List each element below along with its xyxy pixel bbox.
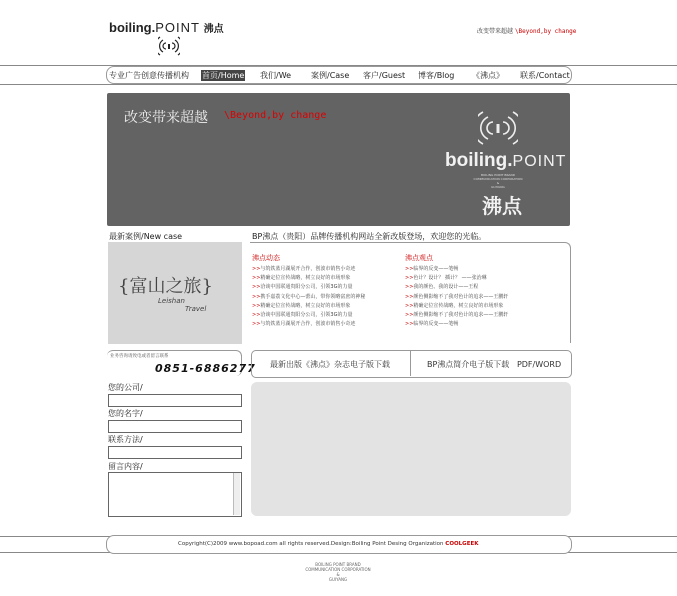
content-panel: [251, 382, 571, 516]
logo-brand-cn: 沸点: [203, 24, 224, 35]
signal-waves-icon: [158, 36, 180, 56]
nav-we[interactable]: 我们/We: [260, 71, 292, 80]
copyright-highlight[interactable]: COOLGEEK: [445, 541, 479, 547]
list-item[interactable]: >>洽谈中国联通贵阳分公司，引领3G的力量: [252, 312, 353, 319]
magazine-download-link[interactable]: 最新出版《沸点》杂志电子版下载: [270, 360, 390, 369]
banner-brand: [445, 150, 566, 172]
list-item[interactable]: >>我的颜色、我的设计——王程: [405, 284, 479, 291]
company-input[interactable]: [108, 394, 242, 407]
banner-brand-cn: 沸点: [482, 194, 522, 218]
company-label: 您的公司/: [108, 383, 143, 392]
banner-brand-small: [468, 173, 528, 189]
banner-title: 改变带来超越: [124, 110, 208, 126]
name-input[interactable]: [108, 420, 242, 433]
list-item[interactable]: >>临界的反变——笔畅: [405, 321, 459, 328]
footer-brand: [288, 562, 388, 582]
footer-brand-4: GUIYANG: [328, 577, 348, 582]
news-right-list: [405, 265, 508, 329]
copyright-main: Copyright(C)2009 www.bopoad.com all rights reserved.Design:Boiling Point Desing Organization: [178, 541, 446, 547]
nav-home[interactable]: 首页/Home: [202, 71, 245, 80]
banner-brand-small-3: &: [496, 181, 500, 185]
phone-caption: 业务咨询请致电或者留言联系: [110, 354, 169, 359]
nav-band-bottom-line: [0, 84, 677, 85]
list-item[interactable]: >>精确定位宣传战略，树立良好的市场形象: [405, 302, 504, 309]
name-label: 您的名字/: [108, 409, 143, 418]
banner-brand-small-4: GUIYANG: [491, 185, 505, 189]
nav-blog[interactable]: 博客/Blog: [418, 71, 455, 80]
list-item[interactable]: >>色计？设计？ 插计？ ——张治琳: [405, 275, 487, 282]
banner-brand-small-2: COMMUNICATION CORPORATION: [473, 177, 523, 181]
message-label: 留言内容/: [108, 462, 143, 471]
phone-number: 0851-6886277: [155, 362, 256, 375]
nav-case[interactable]: 案例/Case: [311, 71, 350, 80]
list-item[interactable]: >>精确定位宣传战略，树立良好的市场形象: [252, 275, 351, 282]
list-item[interactable]: >>携手嘉荔文化中心—蕾山，带你领略富庶的神秘: [252, 293, 366, 300]
nav-guest[interactable]: 客户/Guest: [363, 71, 406, 80]
contact-label: 联系方法/: [108, 435, 143, 444]
banner-brand-bold: boiling.: [445, 150, 513, 171]
footer-brand-2: COMMUNICATION CORPORATION: [305, 567, 371, 572]
case-thumb-en-2: Travel: [185, 305, 207, 313]
contact-input[interactable]: [108, 446, 242, 459]
list-item[interactable]: >>与筑铁蓝月湖展开合作，创波市销售小奇迹: [252, 321, 356, 328]
announcement-text: BP沸点（贵阳）品牌传播机构网站全新改版登场，欢迎您的光临。: [252, 232, 487, 241]
list-item[interactable]: >>精确定位宣传战略，树立良好的市场形象: [252, 302, 351, 309]
news-left-title: 沸点动态: [252, 254, 280, 262]
banner-brand-thin: POINT: [512, 153, 567, 170]
logo-brand-bold: boiling.: [109, 20, 156, 35]
list-item[interactable]: >>颜色侧影缩不了我对色计的追求——王鹏轩: [405, 312, 509, 319]
downloads-divider: [410, 351, 411, 376]
list-item[interactable]: >>临界的反变——笔畅: [405, 266, 459, 272]
footer-brand-1: BOILING POINT BRAND: [315, 562, 361, 567]
footer-brand-3: &: [336, 572, 340, 577]
banner-brand-small-1: BOILING POINT BRAND: [480, 173, 516, 177]
brochure-download-link[interactable]: BP沸点简介电子版下载 PDF/WORD: [427, 360, 562, 369]
nav-contact[interactable]: 联系/Contact: [520, 71, 570, 80]
top-slogan-cn: 改变带来超越: [477, 28, 514, 35]
banner-subtitle: \Beyond,by change: [224, 110, 327, 121]
list-item[interactable]: >>与筑铁蓝月湖展开合作，创波市销售小奇迹: [252, 266, 356, 272]
nav-slogan: 专业广告创意传播机构: [109, 71, 189, 80]
news-right-title: 沸点观点: [405, 254, 433, 262]
case-thumb-title: {富山之旅}: [118, 276, 213, 297]
copyright-text: [178, 541, 478, 547]
logo-brand-thin: POINT: [155, 20, 200, 35]
new-case-label: 最新案例/New case: [109, 232, 183, 241]
banner-signal-icon: [478, 111, 518, 145]
top-slogan: [477, 26, 576, 35]
site-logo[interactable]: [109, 20, 224, 35]
message-textarea[interactable]: [108, 472, 242, 517]
news-left-list: [252, 265, 365, 329]
list-item[interactable]: >>颜色侧影缩不了我对色计的追求——王鹏轩: [405, 293, 509, 300]
case-thumb-en-1: Leishan: [158, 297, 185, 305]
list-item[interactable]: >>洽谈中国联通贵阳分公司，引领3G的力量: [252, 284, 353, 291]
message-scrollbar[interactable]: [233, 473, 240, 515]
top-slogan-en: \Beyond,by change: [514, 28, 577, 35]
nav-magazine[interactable]: 《沸点》: [472, 71, 504, 80]
